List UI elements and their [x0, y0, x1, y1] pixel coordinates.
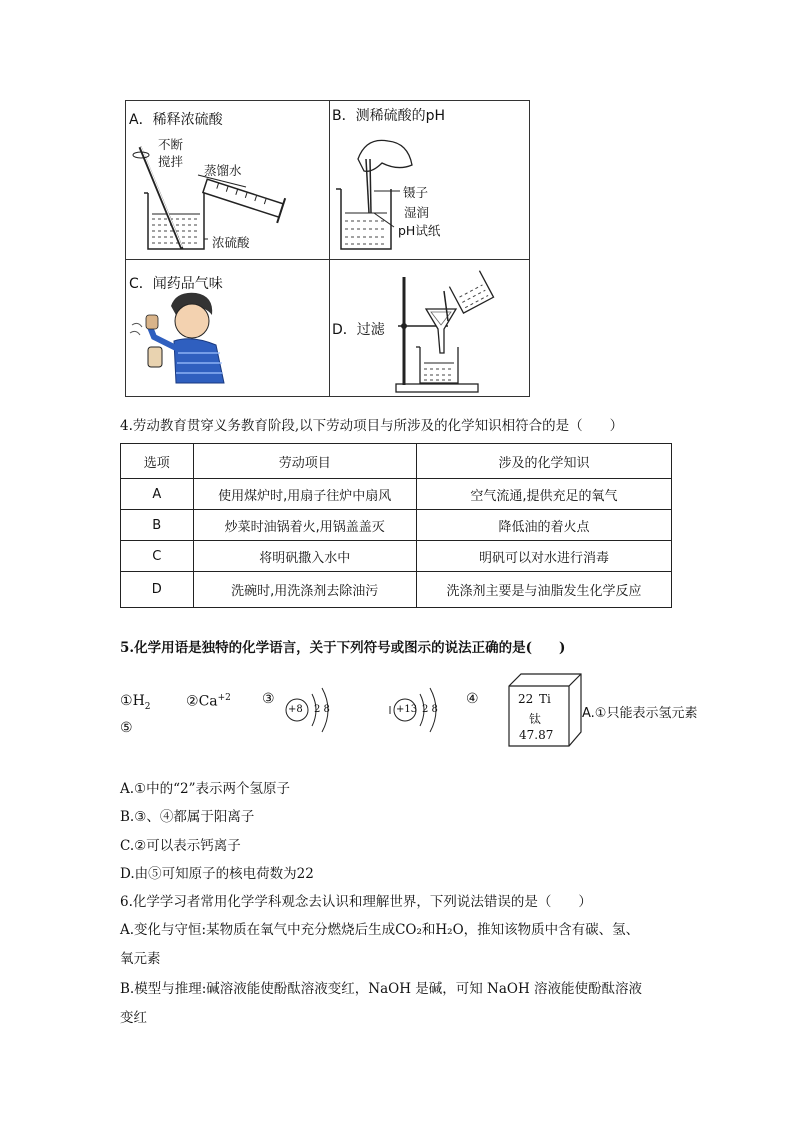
row-project: 洗碗时,用洗涤剂去除油污 — [193, 572, 416, 608]
element-mass: 47.87 — [519, 728, 554, 742]
row-option: C — [121, 541, 194, 572]
header-option: 选项 — [121, 444, 194, 479]
table-row — [121, 479, 672, 510]
symbol-h2 — [120, 693, 151, 712]
q5-option-d: D.由⑤可知原子的核电荷数为22 — [120, 866, 314, 882]
symbol-1-element: H — [132, 693, 145, 709]
q5-option-a: A.①中的“2”表示两个氢原子 — [120, 781, 291, 797]
cell-b-wet-label: 湿润 — [404, 205, 430, 220]
symbol-5-number: ⑤ — [120, 720, 133, 736]
table-header-row — [121, 444, 672, 479]
q5-option-b: B.③、④都属于阳离子 — [120, 809, 255, 825]
symbol-2-superscript: +2 — [217, 693, 231, 703]
symbol-3-number: ③ — [262, 691, 275, 707]
filtration-illustration — [126, 101, 531, 398]
q6-option-b-line1: B.模型与推理:碱溶液能使酚酞溶液变红，NaOH 是碱，可知 NaOH 溶液能使酚酞溶液 — [120, 981, 643, 997]
row-project: 炒菜时油锅着火,用锅盖盖灭 — [193, 510, 416, 541]
cell-a-stir-label-2: 搅拌 — [158, 154, 184, 169]
element-card-ti — [507, 670, 583, 748]
experiment-figure-grid — [125, 100, 530, 397]
symbol-4-number: ④ — [466, 691, 479, 707]
row-option: A — [121, 479, 194, 510]
symbol-ca — [186, 693, 231, 710]
header-knowledge: 涉及的化学知识 — [416, 444, 671, 479]
symbol-2-element: Ca — [198, 693, 218, 710]
element-number: 22 — [518, 692, 534, 706]
symbol-1-number: ① — [120, 693, 133, 709]
cell-d-title: D．过滤 — [332, 322, 385, 338]
row-option: D — [121, 572, 194, 608]
q6-option-a-line1: A.变化与守恒:某物质在氧气中充分燃烧后生成CO₂和H₂O，推知该物质中含有碳、氢、 — [120, 922, 640, 938]
element-name: 钛 — [529, 712, 542, 726]
atom-2-nucleus: +13 — [396, 704, 418, 715]
cell-b-paper-label: pH试纸 — [398, 223, 441, 238]
atom-1-shells: 2 8 — [314, 704, 330, 715]
header-project: 劳动项目 — [193, 444, 416, 479]
table-row — [121, 541, 672, 572]
q4-stem: 4.劳动教育贯穿义务教育阶段,以下劳动项目与所涉及的化学知识相符合的是（ ） — [120, 418, 624, 434]
row-knowledge: 空气流通,提供充足的氧气 — [416, 479, 671, 510]
cell-c-title: C．闻药品气味 — [129, 276, 223, 292]
cell-a-water-label: 蒸馏水 — [204, 163, 242, 178]
row-project: 将明矾撒入水中 — [193, 541, 416, 572]
element-symbol: Ti — [539, 692, 551, 706]
cell-b-title: B．测稀硫酸的pH — [332, 108, 446, 124]
cell-a-stir-label: 不断 — [158, 137, 184, 152]
atom-1-nucleus: +8 — [288, 704, 303, 715]
q5-option-c: C.②可以表示钙离子 — [120, 838, 241, 854]
row-knowledge: 明矾可以对水进行消毒 — [416, 541, 671, 572]
q5-stem: 5.化学用语是独特的化学语言，关于下列符号或图示的说法正确的是( ) — [120, 640, 566, 656]
row-knowledge: 洗涤剂主要是与油脂发生化学反应 — [416, 572, 671, 608]
row-project: 使用煤炉时,用扇子往炉中扇风 — [193, 479, 416, 510]
q5-side-note: A.①只能表示氢元素 — [582, 706, 698, 721]
cell-a-acid-label: 浓硫酸 — [212, 235, 250, 250]
atom-2-shells: 2 8 — [422, 704, 438, 715]
q6-option-a-line2: 氧元素 — [120, 951, 161, 967]
row-option: B — [121, 510, 194, 541]
cell-a-title: A．稀释浓硫酸 — [129, 112, 223, 128]
table-row — [121, 510, 672, 541]
q4-table — [120, 443, 672, 608]
q6-option-b-line2: 变红 — [120, 1010, 147, 1026]
row-knowledge: 降低油的着火点 — [416, 510, 671, 541]
q6-stem: 6.化学学习者常用化学学科观念去认识和理解世界，下列说法错误的是（ ） — [120, 894, 592, 910]
symbol-1-subscript: 2 — [144, 701, 151, 712]
symbol-2-number: ② — [186, 693, 199, 710]
cell-b-tweezers-label: 镊子 — [403, 185, 429, 200]
table-row — [121, 572, 672, 608]
